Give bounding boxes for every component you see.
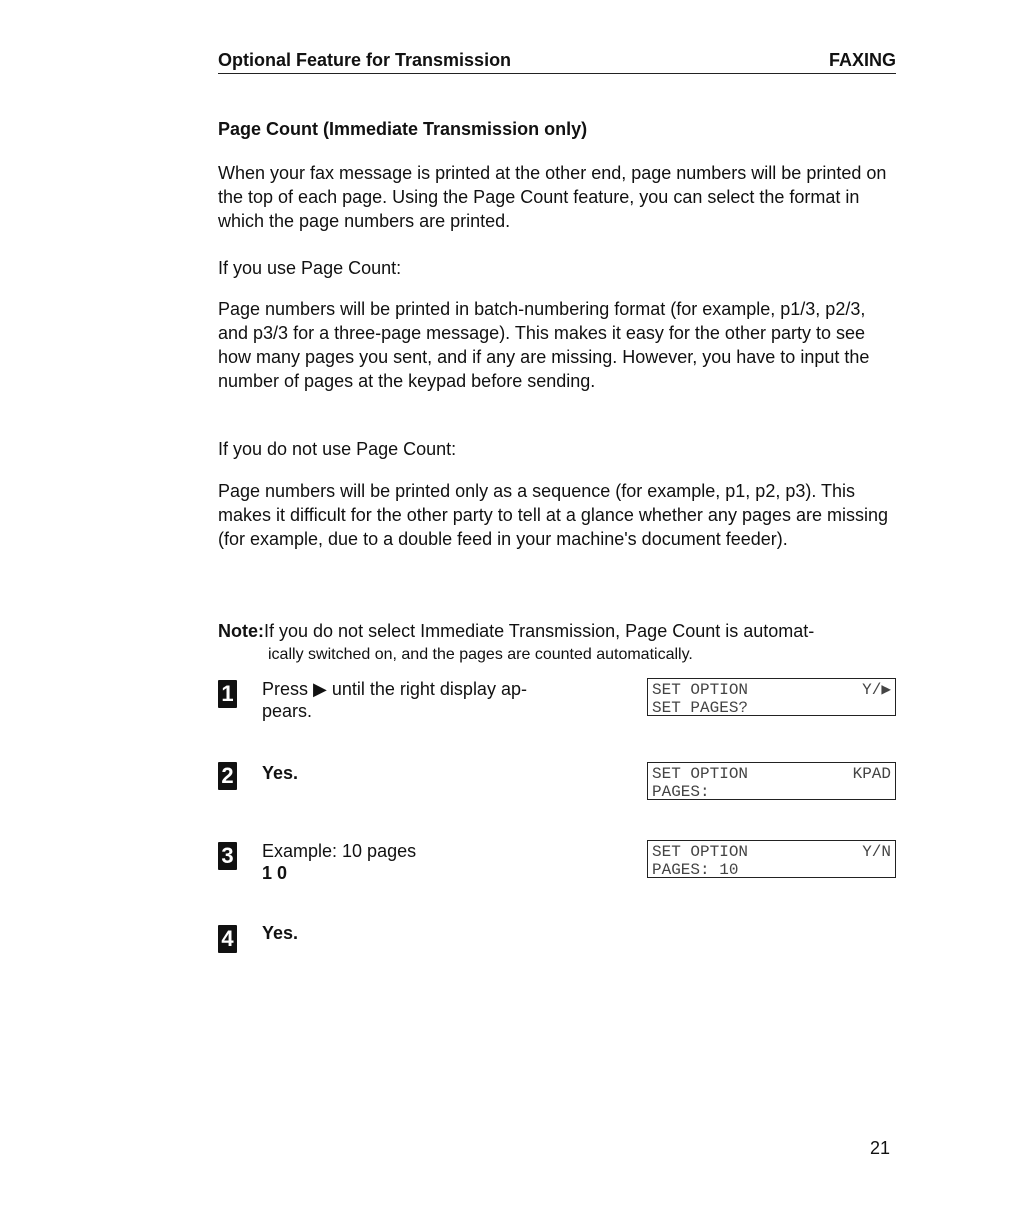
step-4-marker: 4: [218, 925, 237, 953]
page-number: 21: [870, 1138, 891, 1158]
no-page-count-paragraph: Page numbers will be printed only as a sequence (for example, p1, p2, p3). This makes it difficult for the other party to tell at a glance whether any pages are missing (for example, due to a double feed in your machine's document feeder).: [218, 481, 889, 549]
step-4-line1: Yes.: [262, 923, 299, 943]
use-page-count-paragraph: Page numbers will be printed in batch-numbering format (for example, p1/3, p2/3, and p3/3 for a three-page message). This makes it easy for the other party to see how many pages you sent, and if any are missing. However, you have to input the number of pages at the keypad before sending.: [218, 299, 870, 391]
step-2-line1: Yes.: [262, 763, 299, 783]
lcd-row2: PAGES:: [652, 783, 710, 801]
running-header-chapter: FAXING: [828, 50, 896, 70]
lcd-display-step-3: [647, 840, 896, 878]
lcd-row2: SET PAGES?: [652, 699, 749, 717]
note-text-line1: If you do not select Immediate Transmission, Page Count is automat-: [264, 621, 815, 641]
note-label: Note:: [218, 621, 264, 641]
section-title: Page Count (Immediate Transmission only): [218, 119, 588, 139]
lcd-row1-right: Y/N: [862, 843, 891, 861]
lcd-row1-right: KPAD: [852, 765, 891, 783]
lcd-row1-left: SET OPTION: [652, 765, 749, 783]
lcd-row1-left: SET OPTION: [652, 843, 749, 861]
step-1-text: [262, 678, 582, 722]
step-1-line1: Press ▶ until the right display ap-: [262, 679, 527, 699]
use-page-count-heading: If you use Page Count:: [218, 258, 402, 278]
step-2-marker: 2: [218, 762, 237, 790]
note-text-line2: ically switched on, and the pages are counted automatically.: [268, 646, 693, 663]
step-3-text: [262, 840, 582, 884]
lcd-row1-left: SET OPTION: [652, 681, 749, 699]
step-1-marker: 1: [218, 680, 237, 708]
step-3-line1: Example: 10 pages: [262, 841, 417, 861]
step-2-text: [262, 762, 582, 784]
step-1-line2: pears.: [262, 701, 313, 721]
lcd-row2: PAGES: 10: [652, 861, 739, 879]
step-4-text: [262, 922, 582, 944]
lcd-display-step-1: [647, 678, 896, 716]
lcd-display-step-2: [647, 762, 896, 800]
header-divider: [218, 73, 896, 74]
running-header-section: Optional Feature for Transmission: [218, 50, 512, 70]
intro-paragraph: When your fax message is printed at the other end, page numbers will be printed on the top of each page. Using the Page Count feature, you can select the format in which the page numbers are printed.: [218, 163, 887, 231]
step-3-line2: 1 0: [262, 863, 288, 883]
step-3-marker: 3: [218, 842, 237, 870]
note: [218, 619, 898, 667]
lcd-row1-right: Y/▶: [862, 681, 891, 699]
no-page-count-heading: If you do not use Page Count:: [218, 439, 457, 459]
